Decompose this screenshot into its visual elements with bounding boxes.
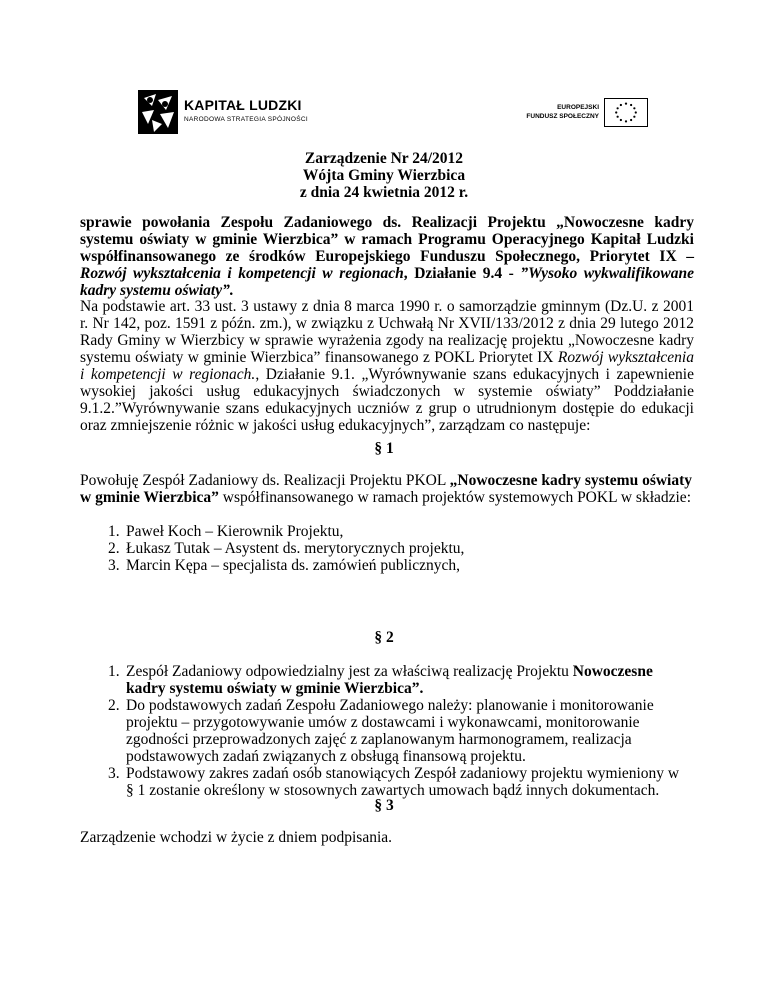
- eu-fund-line1: EUROPEJSKI: [557, 104, 599, 111]
- section-1-intro: [80, 472, 694, 506]
- section-1-intro-a: Powołuję Zespół Zadaniowy ds. Realizacji Projektu PKOL: [80, 472, 450, 489]
- preamble-text-italic: Rozwój wykształcenia i kompetencji w regionach.: [80, 349, 694, 383]
- document-heading: [0, 150, 768, 201]
- list-item-text: Marcin Kępa – specjalista ds. zamówień publicznych,: [126, 557, 460, 574]
- section-1-member-list: [108, 523, 465, 574]
- list-item: [108, 557, 464, 574]
- list-item-text: Zespół Zadaniowy odpowiedzialny jest za właściwą realizację Projektu: [126, 663, 573, 680]
- list-item: [108, 765, 686, 799]
- eu-fund-logo: [508, 98, 648, 128]
- list-item-number: 2.: [108, 697, 120, 714]
- preamble-text-c: , Działanie 9.1. „Wyrównywanie szans edukacyjnych i zapewnienie wysokiej jakości usług edukacyjnych świadczonych w systemie oświaty” Poddziałanie 9.1.2.”Wyrównywanie szans edukacyjnych uczniów z grup o utrudnionym dostępie do edukacji oraz zmniejszenie różnic w jakości usług edukacyjnych”, zarządzam co następuje:: [80, 366, 694, 434]
- section-1-intro-c: współfinansowanego w ramach projektów systemowych POKL w składzie:: [218, 489, 691, 506]
- list-item-bold-text: Nowoczesne kadry systemu oświaty w gminie Wierzbica”.: [126, 663, 653, 697]
- list-item-number: 1.: [108, 663, 120, 680]
- kapital-ludzki-logo: [138, 90, 338, 136]
- eu-fund-text: [526, 103, 599, 121]
- section-2-list: [108, 663, 686, 799]
- list-item-text: Łukasz Tutak – Asystent ds. merytorycznych projektu,: [126, 540, 465, 557]
- kapital-ludzki-title: KAPITAŁ LUDZKI: [184, 97, 302, 113]
- heading-line-3: z dnia 24 kwietnia 2012 r.: [299, 184, 469, 201]
- list-item-text: Podstawowy zakres zadań osób stanowiących Zespół zadaniowy projektu wymieniony w § 1 zostanie określony w stosownych zawartych umowach bądź innych dokumentach.: [126, 765, 680, 799]
- subject-text-a: sprawie powołania Zespołu Zadaniowego ds. Realizacji Projektu „Nowoczesne kadry systemu oświaty w gminie Wierzbica” w ramach Programu Operacyjnego Kapitał Ludzki współfinansowanego ze środków Europejskiego Funduszu Społecznego, Priorytet IX –: [80, 214, 694, 265]
- section-3-mark: § 3: [374, 797, 394, 814]
- subject-text-c: , Działanie 9.4 -: [403, 265, 521, 282]
- kapital-ludzki-emblem-icon: [138, 90, 178, 134]
- eu-fund-line2: FUNDUSZ SPOŁECZNY: [526, 113, 599, 120]
- list-item-number: 2.: [108, 540, 120, 557]
- heading-line-2: Wójta Gminy Wierzbica: [302, 167, 466, 184]
- section-2-mark: § 2: [374, 629, 394, 646]
- document-subject: [80, 214, 694, 299]
- list-item: [108, 540, 465, 557]
- list-item: [108, 523, 464, 540]
- preamble-text-a: Na podstawie art. 33 ust. 3 ustawy z dnia 8 marca 1990 r. o samorządzie gminnym (Dz.U. z 2001 r. Nr 142, poz. 1591 z późn. zm.), w związku z Uchwałą Nr XVII/133/2012 z dnia 29 lutego 2012 Rady Gminy w Wierzbicy w sprawie wyrażenia zgody na realizację projektu „Nowoczesne kadry systemu oświaty w gminie Wierzbica” finansowanego z POKL Priorytet IX: [80, 298, 694, 366]
- subject-text-italic-2: ”Wysoko wykwalifikowane kadry systemu oświaty”.: [80, 265, 694, 299]
- list-item-text: Do podstawowych zadań Zespołu Zadaniowego należy: planowanie i monitorowanie projektu – przygotowywanie umów z dostawcami i wykonawcami, monitorowanie zgodności przeprowadzonych zajęć z zaplanowanym harmonogramem, realizacja podstawowych zadań związanych z obsługą finansową projektu.: [126, 697, 654, 765]
- list-item-number: 1.: [108, 523, 120, 540]
- kapital-ludzki-subtitle: NARODOWA STRATEGIA SPÓJNOŚCI: [184, 116, 308, 123]
- heading-line-1: Zarządzenie Nr 24/2012: [304, 150, 464, 167]
- list-item-number: 3.: [108, 765, 120, 782]
- list-item: [108, 697, 686, 765]
- section-1-intro-bold: „Nowoczesne kadry systemu oświaty w gminie Wierzbica”: [80, 472, 693, 506]
- list-item-text: Paweł Koch – Kierownik Projektu,: [126, 523, 344, 540]
- list-item: [108, 663, 686, 697]
- eu-flag-icon: [604, 98, 648, 127]
- subject-text-italic: Rozwój wykształcenia i kompetencji w regionach: [80, 265, 404, 282]
- section-1-mark: § 1: [374, 440, 394, 457]
- document-preamble: [80, 298, 694, 434]
- section-3-text: Zarządzenie wchodzi w życie z dniem podpisania.: [80, 829, 393, 846]
- list-item-number: 3.: [108, 557, 120, 574]
